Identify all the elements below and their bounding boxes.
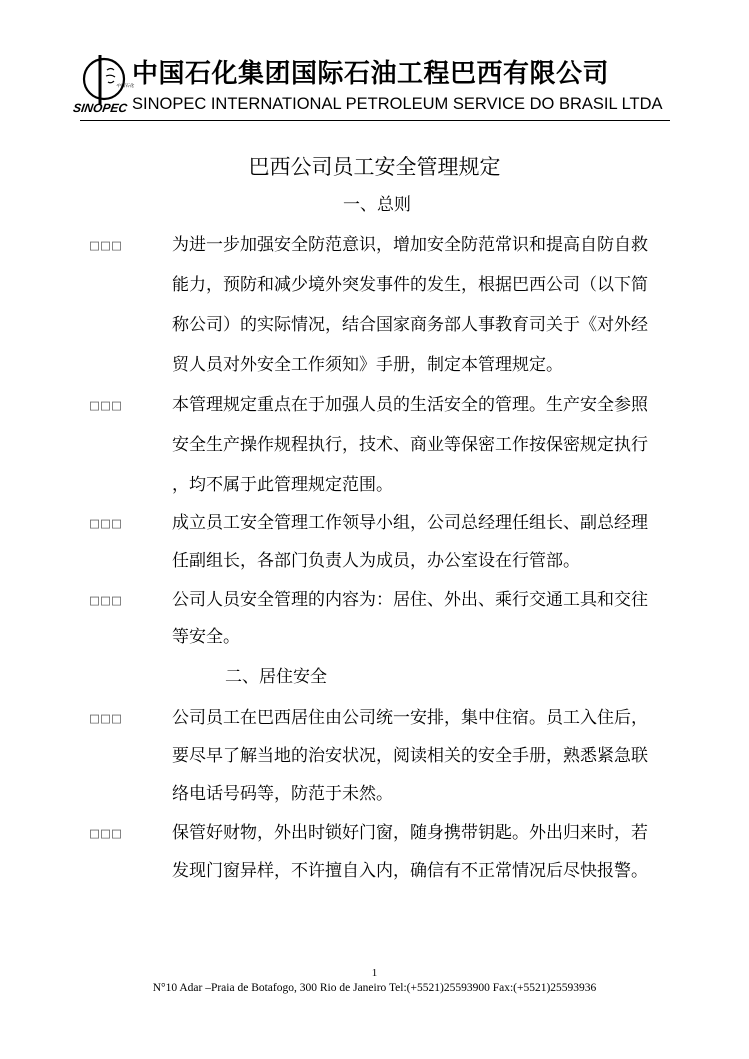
header-divider <box>80 120 670 121</box>
letterhead <box>72 52 670 124</box>
paragraph-line: 为进一步加强安全防范意识，增加安全防范常识和提高自防自救 <box>172 235 648 255</box>
paragraph-line: 等安全。 <box>172 627 240 647</box>
paragraph-line: 安全生产操作规程执行，技术、商业等保密工作按保密规定执行 <box>172 435 648 455</box>
company-name-en: SINOPEC INTERNATIONAL PETROLEUM SERVICE DO BRASIL LTDA <box>132 95 663 113</box>
paragraph-number: □□□ <box>90 396 124 414</box>
paragraph-line: 贸人员对外安全工作须知》手册，制定本管理规定。 <box>172 355 563 375</box>
paragraph-number: □□□ <box>90 591 124 609</box>
section-heading-residence-safety: 二、居住安全 <box>225 667 327 687</box>
logo-wordmark: SINOPEC <box>72 101 129 115</box>
paragraph-line: 保管好财物，外出时锁好门窗，随身携带钥匙。外出归来时，若 <box>172 823 648 843</box>
paragraph-line: 任副组长，各部门负责人为成员，办公室设在行管部。 <box>172 551 580 571</box>
document-title: 巴西公司员工安全管理规定 <box>248 155 501 179</box>
paragraph-number: □□□ <box>90 709 124 727</box>
paragraph-line: 要尽早了解当地的治安状况，阅读相关的安全手册，熟悉紧急联 <box>172 746 648 766</box>
footer-address: N°10 Adar –Praia de Botafogo, 300 Rio de Janeiro Tel:(+5521)25593900 Fax:(+5521)25593936 <box>152 982 597 994</box>
paragraph-line: 发现门窗异样，不许擅自入内，确信有不正常情况后尽快报警。 <box>172 861 648 881</box>
section-heading-general: 一、总则 <box>343 195 411 215</box>
paragraph-line: 成立员工安全管理工作领导小组，公司总经理任组长、副总经理 <box>172 513 648 533</box>
paragraph-line: 络电话号码等，防范于未然。 <box>172 784 393 804</box>
paragraph-line: 本管理规定重点在于加强人员的生活安全的管理。生产安全参照 <box>172 395 648 415</box>
paragraph-line: 公司人员安全管理的内容为：居住、外出、乘行交通工具和交往 <box>172 590 648 610</box>
paragraph-line: 称公司）的实际情况，结合国家商务部人事教育司关于《对外经 <box>172 315 648 335</box>
paragraph-line: 能力，预防和减少境外突发事件的发生，根据巴西公司（以下简 <box>172 275 648 295</box>
company-name-cn: 中国石化集团国际石油工程巴西有限公司 <box>132 59 610 89</box>
paragraph-line: ，均不属于此管理规定范围。 <box>172 475 393 495</box>
paragraph-number: □□□ <box>90 824 124 842</box>
paragraph-line: 公司员工在巴西居住由公司统一安排，集中住宿。员工入住后， <box>172 708 648 728</box>
logo-cn-mark: 中国石化 <box>116 84 134 89</box>
sinopec-logo <box>72 52 136 118</box>
paragraph-number: □□□ <box>90 236 124 254</box>
paragraph-number: □□□ <box>90 514 124 532</box>
page-number: 1 <box>371 967 378 979</box>
